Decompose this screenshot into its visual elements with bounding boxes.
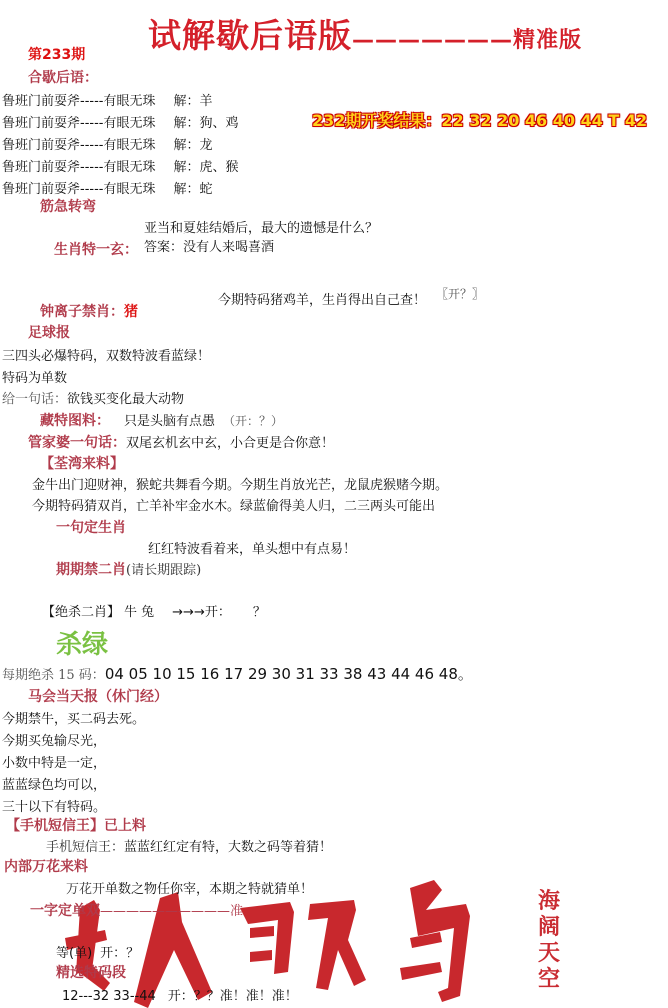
title-dashes: ——————— <box>352 28 513 53</box>
watermark-side-3: 天 <box>538 940 561 966</box>
jueshai15-label: 每期绝杀 15 码： <box>2 668 105 683</box>
riddle-line <box>2 90 212 109</box>
brain-teaser-question: 亚当和夏娃结婚后，最大的遗憾是什么？ <box>144 221 379 236</box>
watermark-side-2: 阔 <box>538 914 561 940</box>
jueshai-label: 【绝杀二肖】 <box>42 605 121 620</box>
section-label-shengxiao: 生肖特一玄： <box>54 242 138 258</box>
jingxuan-value: 12---32 33--44 <box>62 989 156 1004</box>
zhonglizi-value: 猪 <box>124 304 138 320</box>
sha-lv: 杀绿 <box>56 630 109 660</box>
jingxuan-line <box>62 985 298 1004</box>
jinqi-line <box>218 289 484 308</box>
previous-result: 232期开奖结果：22 32 20 46 40 44 T 42 <box>312 111 648 130</box>
section-label-mahui: 马会当天报（休门经） <box>28 689 168 705</box>
riddle-answer: 解：蛇 <box>173 182 213 197</box>
section-label-zuqiu: 足球报 <box>28 325 70 341</box>
jueshai-arrow: →→→开： <box>172 605 231 620</box>
zuqiu-line: 三四头必爆特码，双数特波看蓝绿！ <box>2 349 211 364</box>
wanhua-prefix: 万花开 <box>66 882 106 897</box>
quanwan-line: 金牛出门迎财神，猴蛇共舞看今期。今期生肖放光芒，龙鼠虎猴赌今期。 <box>32 478 449 493</box>
riddle-line <box>2 112 238 131</box>
riddle-answer: 解：虎、猴 <box>173 160 239 175</box>
cangtu-line <box>40 410 283 430</box>
zhonglizi-label: 钟离子禁肖： <box>40 304 124 320</box>
mahui-line: 今期买兔输尽光， <box>2 734 107 749</box>
title-text: 试解歇后语版 <box>148 16 352 55</box>
duanxin-text: 蓝蓝红红定有特，大数之码等着猜！ <box>124 840 333 855</box>
section-label-quanwan: 【荃湾来料】 <box>40 456 124 472</box>
jingxuan-open: 开：？？准！准！准！ <box>167 989 298 1004</box>
jueshai-open: ？ <box>252 605 266 620</box>
deng-label: 等(单) <box>56 946 93 961</box>
wanhua-line <box>66 878 313 897</box>
riddle-text: 鲁班门前耍斧-----有眼无珠 <box>2 160 156 175</box>
mahui-line: 蓝蓝绿色均可以， <box>2 778 107 793</box>
jueshai-line <box>42 601 266 620</box>
riddle-line <box>2 134 212 153</box>
mahui-line: 小数中特是一定， <box>2 756 107 771</box>
jueshai-value: 牛 兔 <box>124 605 155 620</box>
jinqi-open: 〖开？〗 <box>436 287 485 301</box>
zhonglizi-line <box>40 301 138 321</box>
section-label-wanhua: 内部万花来料 <box>4 859 88 875</box>
riddle-text: 鲁班门前耍斧-----有眼无珠 <box>2 138 156 153</box>
section-label-he: 合歇后语： <box>28 70 98 86</box>
yizi-end: 准 <box>230 904 244 919</box>
yizi-line <box>30 900 243 920</box>
riddle-text: 鲁班门前耍斧-----有眼无珠 <box>2 94 156 109</box>
page-title <box>148 10 582 57</box>
cangtu-label: 藏特图料： <box>40 413 110 429</box>
wanhua-text: 单数之物任你宰，本期之特就猜单！ <box>105 882 314 897</box>
yiju-label: 给一句话： <box>2 392 68 407</box>
jinqi-text: 今期特码猪鸡羊，生肖得出自己查！ <box>218 293 427 308</box>
riddle-answer: 解：狗、鸡 <box>173 116 239 131</box>
qiqi-line <box>56 559 201 579</box>
yizi-label: 一字定单双 <box>30 903 100 919</box>
guanjiapo-label: 管家婆一句话： <box>28 435 126 451</box>
riddle-answer: 解：羊 <box>173 94 213 109</box>
riddle-line <box>2 156 238 175</box>
cangtu-text: 只是头脑有点愚 <box>124 414 216 429</box>
deng-open: 开：？ <box>100 946 140 961</box>
section-label-yiju-ding: 一句定生肖 <box>56 520 126 536</box>
brain-teaser-answer: 答案：没有人来喝喜酒 <box>144 240 275 255</box>
issue-number: 第233期 <box>28 47 86 63</box>
guanjiapo-text: 双尾玄机玄中玄，小合更是合你意！ <box>126 436 335 451</box>
section-label-jinji: 筋急转弯 <box>40 199 96 215</box>
yizi-dashes: —————————— <box>100 904 230 919</box>
watermark-side-4: 空 <box>538 966 561 992</box>
jueshai15-line <box>2 663 473 684</box>
deng-line <box>56 942 139 961</box>
yiju-line <box>2 388 184 407</box>
cangtu-open: （开：？） <box>223 414 284 428</box>
mahui-line: 三十以下有特码。 <box>2 800 107 815</box>
guanjiapo-line <box>28 432 334 452</box>
section-label-jingxuan: 精选特码段 <box>56 965 126 981</box>
quanwan-line: 今期特码猜双肖，亡羊补牢金水木。绿蓝偷得美人归，二三两头可能出 <box>32 499 436 514</box>
riddle-answer: 解：龙 <box>173 138 213 153</box>
riddle-line <box>2 178 212 197</box>
watermark-side-1: 海 <box>538 888 561 914</box>
jueshai15-numbers: 04 05 10 15 16 17 29 30 31 33 38 43 44 46 48。 <box>104 665 473 683</box>
title-subtitle: 精准版 <box>513 28 583 53</box>
mahui-line: 今期禁牛，买二码去死。 <box>2 712 146 727</box>
riddle-text: 鲁班门前耍斧-----有眼无珠 <box>2 116 156 131</box>
qiqi-note: (请长期跟踪) <box>126 563 202 578</box>
duanxin-label: 手机短信王： <box>46 840 125 855</box>
riddle-text: 鲁班门前耍斧-----有眼无珠 <box>2 182 156 197</box>
qiqi-label: 期期禁二肖 <box>56 562 126 578</box>
section-label-duanxin: 【手机短信王】已上料 <box>6 818 146 834</box>
yiju-text: 欲钱买变化最大动物 <box>67 392 185 407</box>
yiju-ding-text: 红红特波看着来，单头想中有点易！ <box>148 542 357 557</box>
zuqiu-line: 特码为单数 <box>2 371 68 386</box>
duanxin-line <box>46 836 332 855</box>
